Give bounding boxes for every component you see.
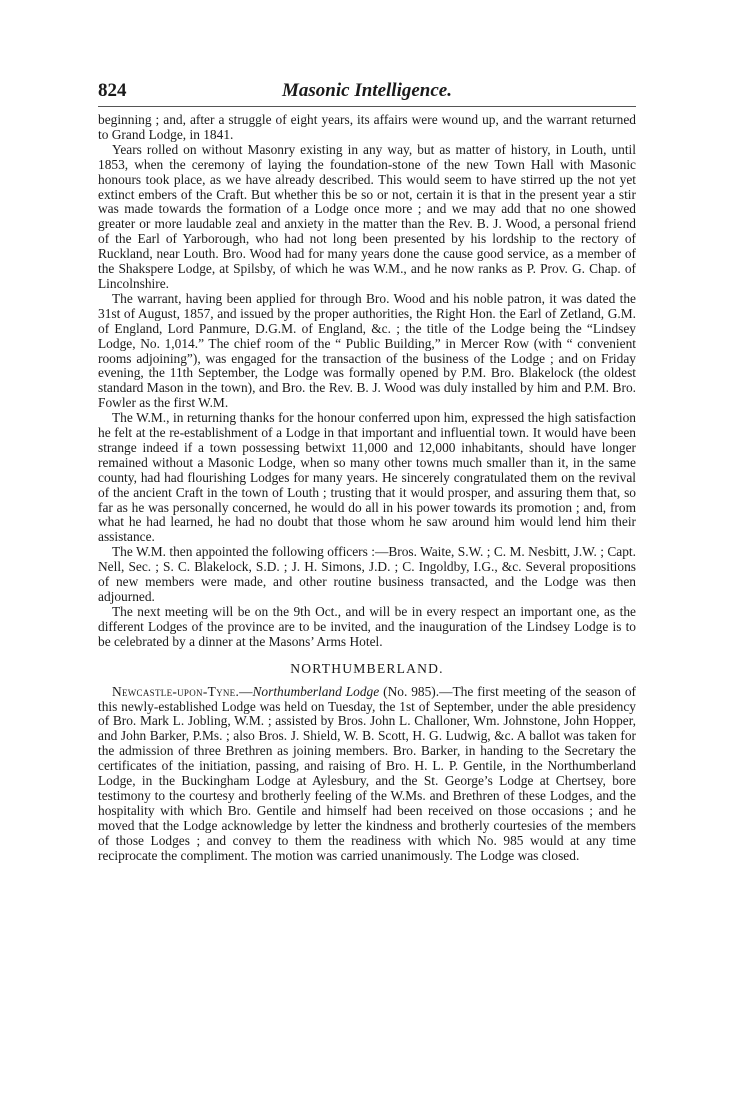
page-number: 824 bbox=[98, 80, 127, 101]
lodge-name: Northumberland Lodge bbox=[252, 683, 380, 699]
section-heading: NORTHUMBERLAND. bbox=[290, 660, 444, 676]
paragraph-officers: The W.M. then appointed the following officers :—Bros. Waite, S.W. ; C. M. Nesbitt, J.W. ; Capt. Nell, Sec. ; S. C. Blakelock, S.D. ; J. H. Simons, J.D. ; C. Ingoldby, I.G., &c. Several propositions of new members were made, and other routine business transacted, and the Lodge was then adjourned. bbox=[98, 544, 636, 604]
place-name: Newcastle-upon-Tyne. bbox=[112, 683, 240, 699]
page-header bbox=[98, 76, 636, 107]
paragraph-masonry-revival: Years rolled on without Masonry existing in any way, but as matter of history, in Louth, until 1853, when the ceremony of laying the foundation-stone of the new Town Hall with Masonic honours took place, as we have already described. This would seem to have stirred up the not yet extinct embers of the Craft. But whether this be so or not, certain it is that in the present year a stir was made towards the formation of a Lodge once more ; and we may add that no one showed greater or more laudable zeal and anxiety in the matter than the Rev. B. J. Wood, a personal friend of the Earl of Yarborough, who had not long been presented by his lordship to the rectory of Ruckland, near Louth. Bro. Wood had for many years done the cause good service, as a member of the Shakspere Lodge, at Spilsby, of which he was W.M., and he now ranks as P. Prov. G. Chap. of Lincolnshire. bbox=[98, 141, 636, 291]
article-body bbox=[98, 113, 636, 864]
paragraph-text: (No. 985).—The first meeting of the season of this newly-established Lodge was held on Tuesday, the 1st of September, under the able presidency of Bro. Mark L. Jobling, W.M. ; assisted by Bros. John L. Challoner, Wm. Johnstone, John Hopper, and John Barker, P.Ms. ; also Bros. J. Shield, W. B. Scott, H. G. Ludwig, &c. A ballot was taken for the admission of three Brethren as joining members. Bro. Barker, in handing to the Secretary the certificates of the initiation, passing, and raising of Bro. H. L. P. Gentile, in the Northumberland Lodge, in the Buckingham Lodge at Aylesbury, and the St. George’s Lodge at Chertsey, bore testimony to the courtesy and brotherly feeling of the W.Ms. and Brethren of these Lodges, and the hospitality with which Bro. Gentile and himself had been received on those occasions ; and he moved that the Lodge acknowledge by letter the kindness and brotherly courtesies of the members of those Lodges ; and convey to them the readiness with which No. 985 would at any time reciprocate the compliment. The motion was carried unanimously. The Lodge was closed. bbox=[98, 683, 636, 863]
paragraph-warrant: The warrant, having been applied for through Bro. Wood and his noble patron, it was dated the 31st of August, 1857, and issued by the proper authorities, the Right Hon. the Earl of Zetland, G.M. of England, Lord Panmure, D.G.M. of England, &c. ; the title of the Lodge being the “Lindsey Lodge, No. 1,014.” The chief room of the “ Public Building,” in Mercer Row (with “ convenient rooms adjoining”), was engaged for the transaction of the business of the Lodge ; and on Friday evening, the 11th September, the Lodge was formally opened by P.M. Bro. Blakelock (the oldest standard Mason in the town), and Bro. the Rev. B. J. Wood was duly installed by him and P.M. Bro. Fowler as the first W.M. bbox=[98, 290, 636, 411]
em-dash: — bbox=[239, 683, 253, 699]
paragraph-continuation: beginning ; and, after a struggle of eight years, its affairs were wound up, and the warrant returned to Grand Lodge, in 1841. bbox=[98, 112, 636, 142]
running-title: Masonic Intelligence. bbox=[282, 80, 452, 101]
journal-page bbox=[98, 76, 636, 864]
paragraph-next-meeting: The next meeting will be on the 9th Oct., and will be in every respect an important one, as the different Lodges of the province are to be invited, and the inauguration of the Lindsey Lodge is to be celebrated by a dinner at the Masons’ Arms Hotel. bbox=[98, 603, 636, 649]
paragraph-wm-thanks: The W.M., in returning thanks for the honour conferred upon him, expressed the high satisfaction he felt at the re-establishment of a Lodge in that important and influential town. It would have been strange indeed if a town possessing betwixt 11,000 and 12,000 inhabitants, should have longer remained without a Masonic Lodge, when so many other towns much smaller than it, in the same county, had had flourishing Lodges for many years. He sincerely congratulated them on the revival of the ancient Craft in the town of Louth ; trusting that it would prosper, and assuring them that, so far as he was personally concerned, he would do all in his power towards its promotion ; and, from what he had learned, he had no doubt that those whom he saw around him would lend him their assistance. bbox=[98, 410, 636, 545]
paragraph-northumberland-lodge bbox=[98, 685, 636, 864]
